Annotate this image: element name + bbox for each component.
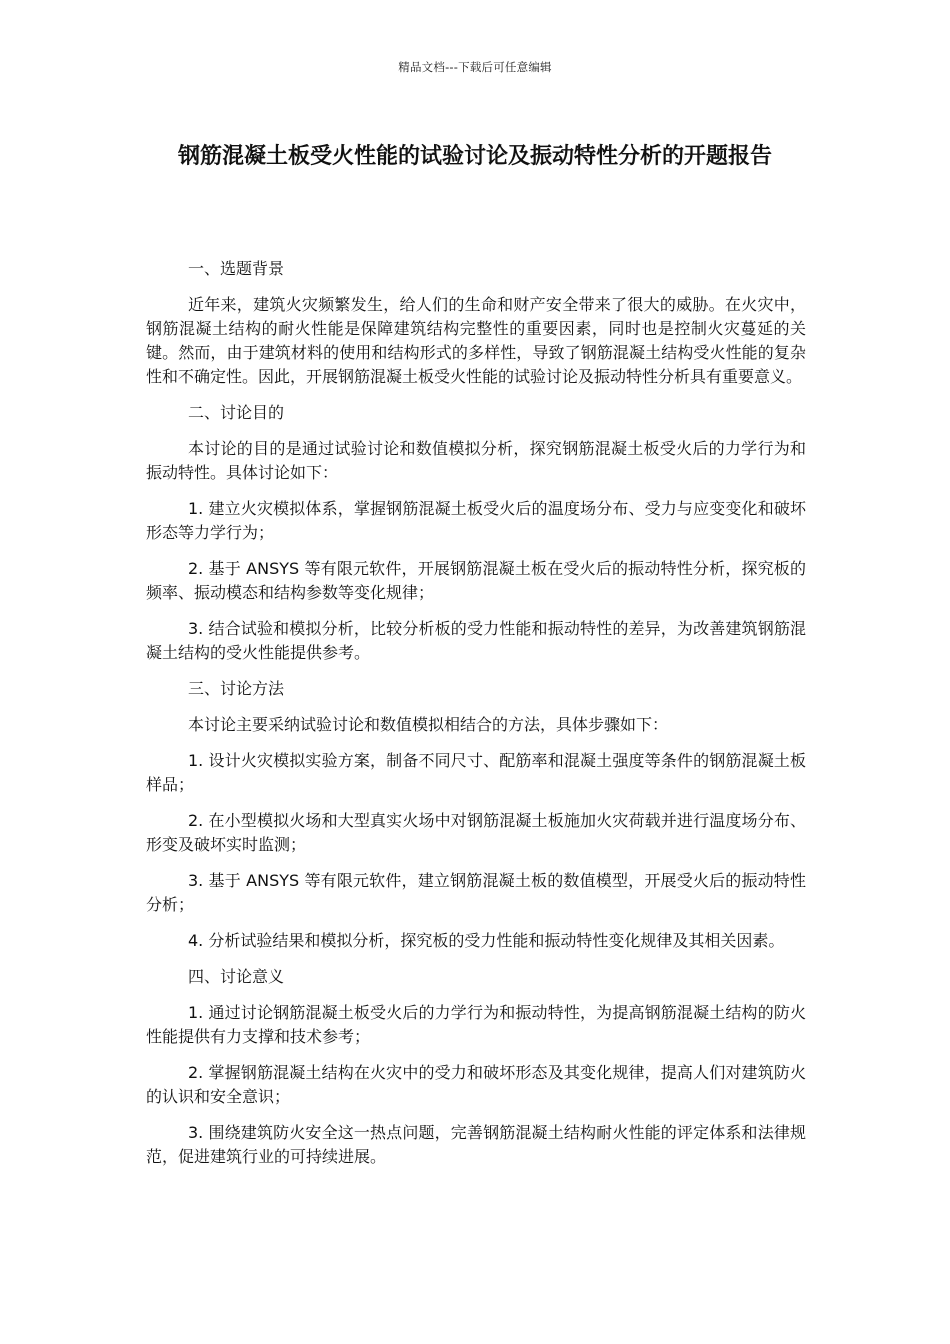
list-item: 3. 围绕建筑防火安全这一热点问题，完善钢筋混凝土结构耐火性能的评定体系和法律规范，促进建筑行业的可持续进展。 bbox=[146, 1123, 806, 1166]
document-body bbox=[146, 257, 806, 1181]
paragraph: 本讨论主要采纳试验讨论和数值模拟相结合的方法，具体步骤如下： bbox=[188, 715, 669, 734]
list-item: 2. 在小型模拟火场和大型真实火场中对钢筋混凝土板施加火灾荷载并进行温度场分布、形变及破坏实时监测； bbox=[146, 811, 806, 854]
section-background bbox=[146, 257, 806, 389]
list-item: 3. 基于 ANSYS 等有限元软件，建立钢筋混凝土板的数值模型，开展受火后的振动特性分析； bbox=[146, 871, 806, 914]
list-item: 1. 设计火灾模拟实验方案，制备不同尺寸、配筋率和混凝土强度等条件的钢筋混凝土板样品； bbox=[146, 751, 806, 794]
list-item: 2. 基于 ANSYS 等有限元软件，开展钢筋混凝土板在受火后的振动特性分析，探究板的频率、振动模态和结构参数等变化规律； bbox=[146, 559, 806, 602]
section-significance bbox=[146, 965, 806, 1169]
header-note: 精品文档---下载后可任意编辑 bbox=[398, 60, 552, 74]
paragraph: 近年来，建筑火灾频繁发生，给人们的生命和财产安全带来了很大的威胁。在火灾中，钢筋混凝土结构的耐火性能是保障建筑结构完整性的重要因素，同时也是控制火灾蔓延的关键。然而，由于建筑材料的使用和结构形式的多样性，导致了钢筋混凝土结构受火性能的复杂性和不确定性。因此，开展钢筋混凝土板受火性能的试验讨论及振动特性分析具有重要意义。 bbox=[146, 295, 806, 386]
section-heading: 一、选题背景 bbox=[188, 259, 285, 278]
section-method bbox=[146, 677, 806, 953]
list-item: 4. 分析试验结果和模拟分析，探究板的受力性能和振动特性变化规律及其相关因素。 bbox=[188, 931, 785, 950]
list-item: 2. 掌握钢筋混凝土结构在火灾中的受力和破坏形态及其变化规律，提高人们对建筑防火的认识和安全意识； bbox=[146, 1063, 806, 1106]
list-item: 1. 建立火灾模拟体系，掌握钢筋混凝土板受火后的温度场分布、受力与应变变化和破坏形态等力学行为； bbox=[146, 499, 806, 542]
section-purpose bbox=[146, 401, 806, 665]
list-item: 1. 通过讨论钢筋混凝土板受火后的力学行为和振动特性，为提高钢筋混凝土结构的防火性能提供有力支撑和技术参考； bbox=[146, 1003, 806, 1046]
section-heading: 二、讨论目的 bbox=[188, 403, 285, 422]
paragraph: 本讨论的目的是通过试验讨论和数值模拟分析，探究钢筋混凝土板受火后的力学行为和振动特性。具体讨论如下： bbox=[146, 439, 806, 482]
page-title: 钢筋混凝土板受火性能的试验讨论及振动特性分析的开题报告 bbox=[177, 144, 772, 169]
section-heading: 三、讨论方法 bbox=[188, 679, 285, 698]
list-item: 3. 结合试验和模拟分析，比较分析板的受力性能和振动特性的差异，为改善建筑钢筋混凝土结构的受火性能提供参考。 bbox=[146, 619, 806, 662]
section-heading: 四、讨论意义 bbox=[188, 967, 285, 986]
